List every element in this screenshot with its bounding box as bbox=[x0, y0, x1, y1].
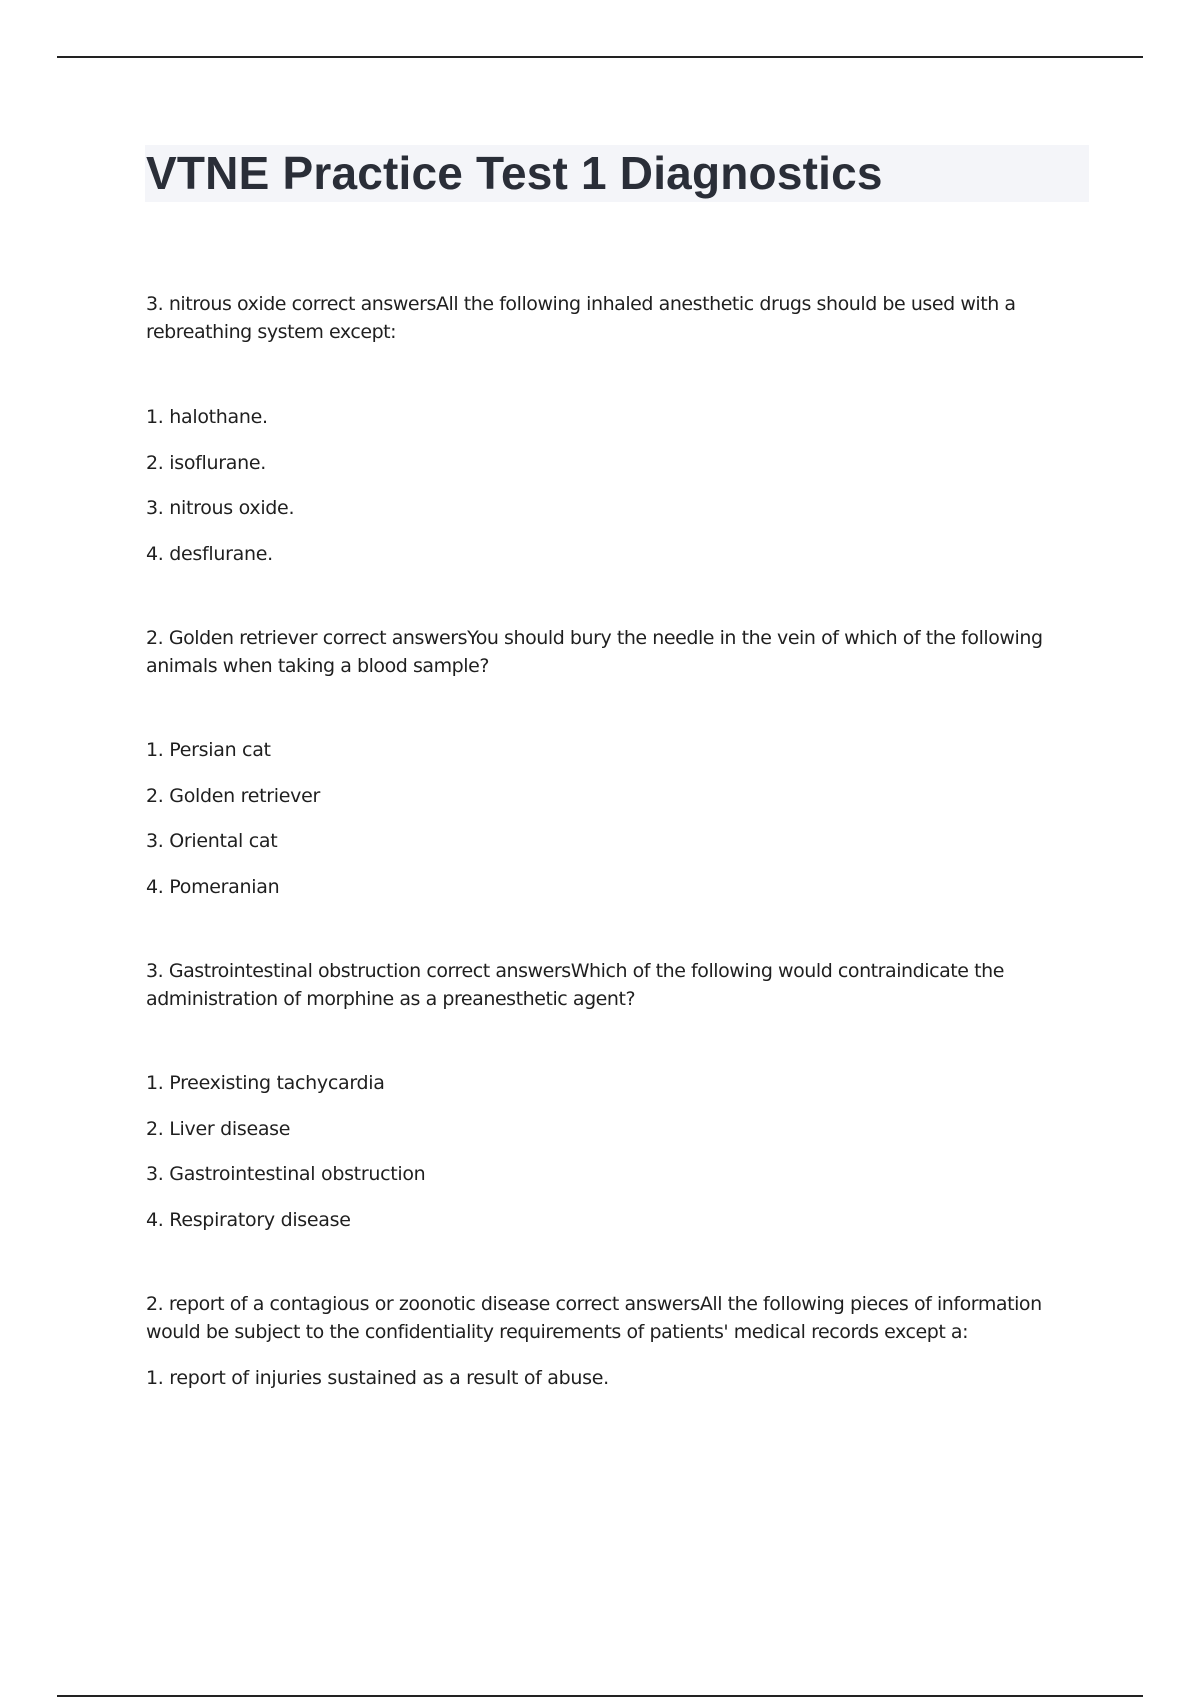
answer-option: 3. Oriental cat bbox=[146, 830, 278, 852]
answer-option: 1. report of injuries sustained as a result of abuse. bbox=[146, 1367, 609, 1389]
answer-option: 1. Preexisting tachycardia bbox=[146, 1072, 385, 1094]
answer-option: 1. Persian cat bbox=[146, 739, 271, 761]
answer-options bbox=[146, 1364, 1066, 1392]
answer-option: 2. isoflurane. bbox=[146, 452, 267, 474]
answer-option: 1. halothane. bbox=[146, 406, 268, 428]
answer-options bbox=[146, 1069, 1066, 1234]
question-text: 3. Gastrointestinal obstruction correct answersWhich of the following would contraindicate the administration of morphine as a preanesthetic agent? bbox=[146, 960, 1004, 1010]
answer-options bbox=[146, 736, 1066, 901]
page-title: VTNE Practice Test 1 Diagnostics bbox=[146, 147, 883, 199]
question-text: 2. report of a contagious or zoonotic disease correct answersAll the following pieces of information would be subject to the confidentiality requirements of patients' medical records except a: bbox=[146, 1293, 1042, 1343]
answer-option: 2. Golden retriever bbox=[146, 785, 320, 807]
answer-option: 4. Pomeranian bbox=[146, 876, 280, 898]
answer-option: 3. nitrous oxide. bbox=[146, 497, 295, 519]
answer-option: 4. Respiratory disease bbox=[146, 1209, 351, 1231]
answer-option: 2. Liver disease bbox=[146, 1118, 291, 1140]
header-rule bbox=[57, 56, 1143, 58]
question-list bbox=[146, 290, 1066, 1392]
answer-options bbox=[146, 403, 1066, 568]
answer-option: 3. Gastrointestinal obstruction bbox=[146, 1163, 426, 1185]
title-band bbox=[145, 145, 1089, 202]
answer-option: 4. desflurane. bbox=[146, 543, 273, 565]
footer-rule bbox=[57, 1695, 1143, 1697]
question-text: 2. Golden retriever correct answersYou should bury the needle in the vein of which of the following animals when taking a blood sample? bbox=[146, 627, 1043, 677]
question-text: 3. nitrous oxide correct answersAll the following inhaled anesthetic drugs should be used with a rebreathing system except: bbox=[146, 293, 1016, 343]
